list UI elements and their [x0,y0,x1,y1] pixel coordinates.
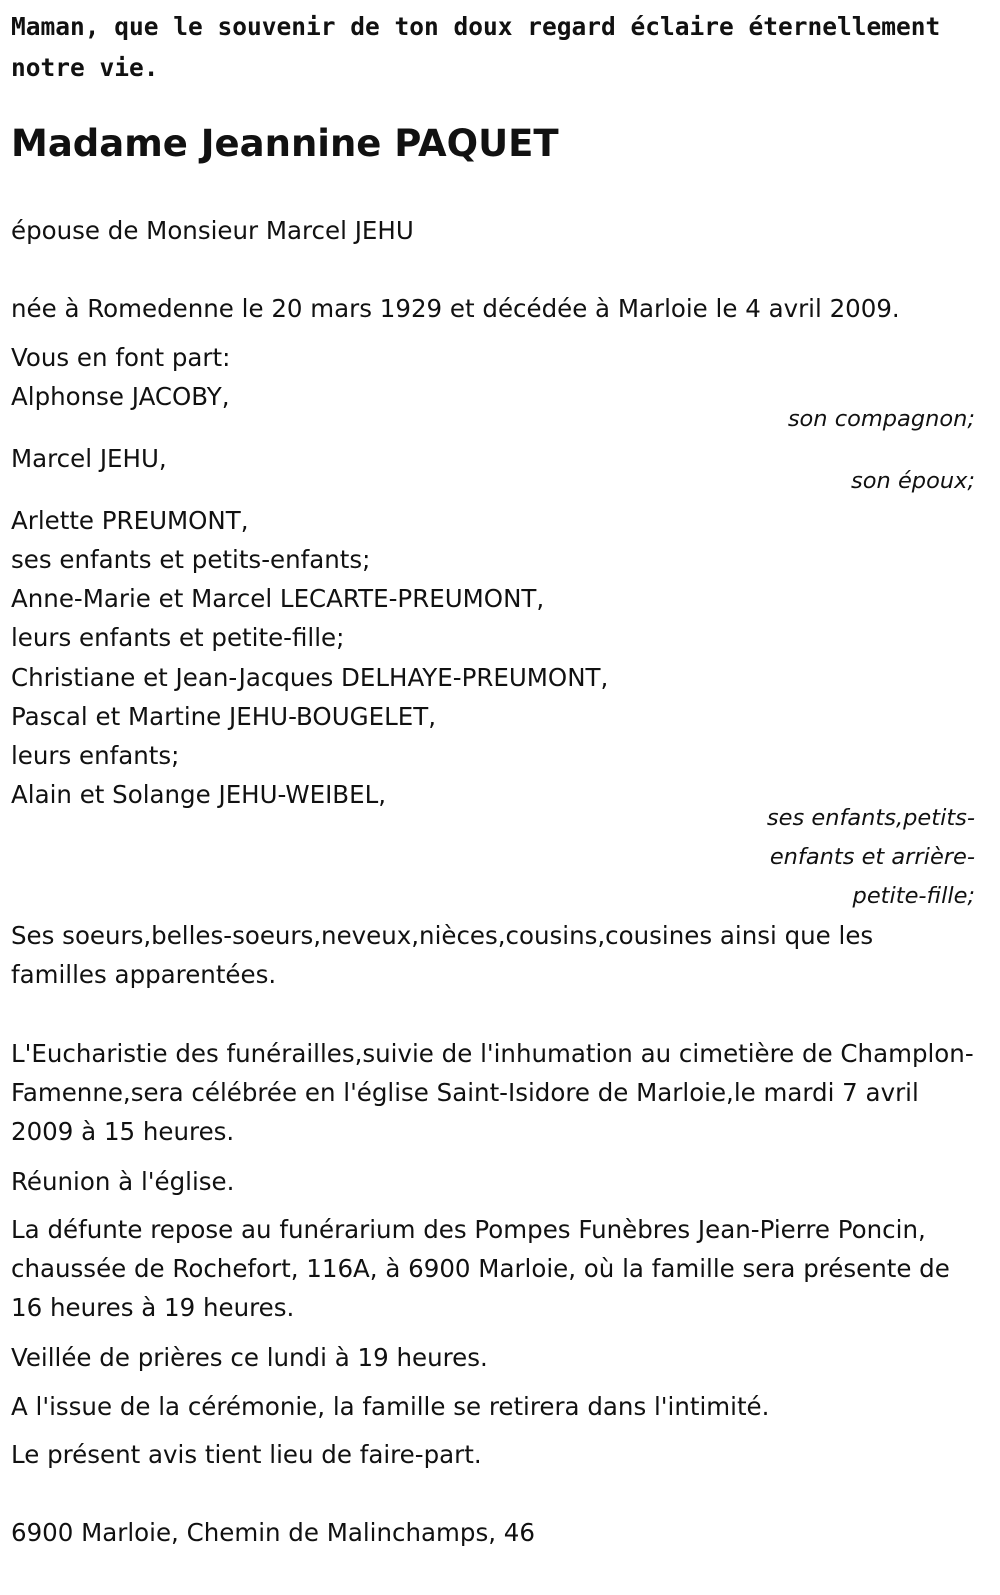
family-member: Marcel JEHU, [11,444,167,473]
address-line: 6900 Marloie, Chemin de Malinchamps, 46 [11,1518,535,1547]
family-member: Anne-Marie et Marcel LECARTE-PREUMONT, [11,584,545,613]
family-member: Alphonse JACOBY, [11,382,230,411]
family-member: Alain et Solange JEHU-WEIBEL, [11,780,387,809]
announcers-intro: Vous en font part: [11,343,231,372]
family-member: leurs enfants; [11,741,180,770]
funeral-paragraph: L'Eucharistie des funérailles,suivie de l'inhumation au cimetière de Champlon-Famenne,sera célébrée en l'église Saint-Isidore de Marloie,le mardi 7 avril 2009 à 15 heures. [11,1039,974,1146]
intimacy-line: A l'issue de la cérémonie, la famille se retirera dans l'intimité. [11,1392,770,1421]
family-member: ses enfants et petits-enfants; [11,545,371,574]
spouse-line: épouse de Monsieur Marcel JEHU [11,216,414,245]
family-member: Christiane et Jean-Jacques DELHAYE-PREUMONT, [11,663,609,692]
family-member: leurs enfants et petite-fille; [11,623,345,652]
funerarium-paragraph: La défunte repose au funérarium des Pompes Funèbres Jean-Pierre Poncin, chaussée de Rochefort, 116A, à 6900 Marloie, où la famille sera présente de 16 heures à 19 heures. [11,1215,950,1322]
family-relation: son époux; [851,468,975,494]
vigil-line: Veillée de prières ce lundi à 19 heures. [11,1343,488,1372]
relatives-line: Ses soeurs,belles-soeurs,neveux,nièces,cousins,cousines ainsi que les familles apparentées. [11,921,874,989]
family-relation: ses enfants,petits- [766,805,975,831]
family-relation: son compagnon; [787,406,975,432]
family-relation: petite-fille; [852,883,975,909]
epigraph: Maman, que le souvenir de ton doux regard éclaire éternellement notre vie. [11,12,941,82]
meeting-line: Réunion à l'église. [11,1167,235,1196]
birth-death-line: née à Romedenne le 20 mars 1929 et décédée à Marloie le 4 avril 2009. [11,294,900,323]
deceased-name: Madame Jeannine PAQUET [11,122,559,165]
family-member: Arlette PREUMONT, [11,506,249,535]
family-relation: enfants et arrière- [769,844,975,870]
family-member: Pascal et Martine JEHU-BOUGELET, [11,702,436,731]
notice-line: Le présent avis tient lieu de faire-part. [11,1440,482,1469]
